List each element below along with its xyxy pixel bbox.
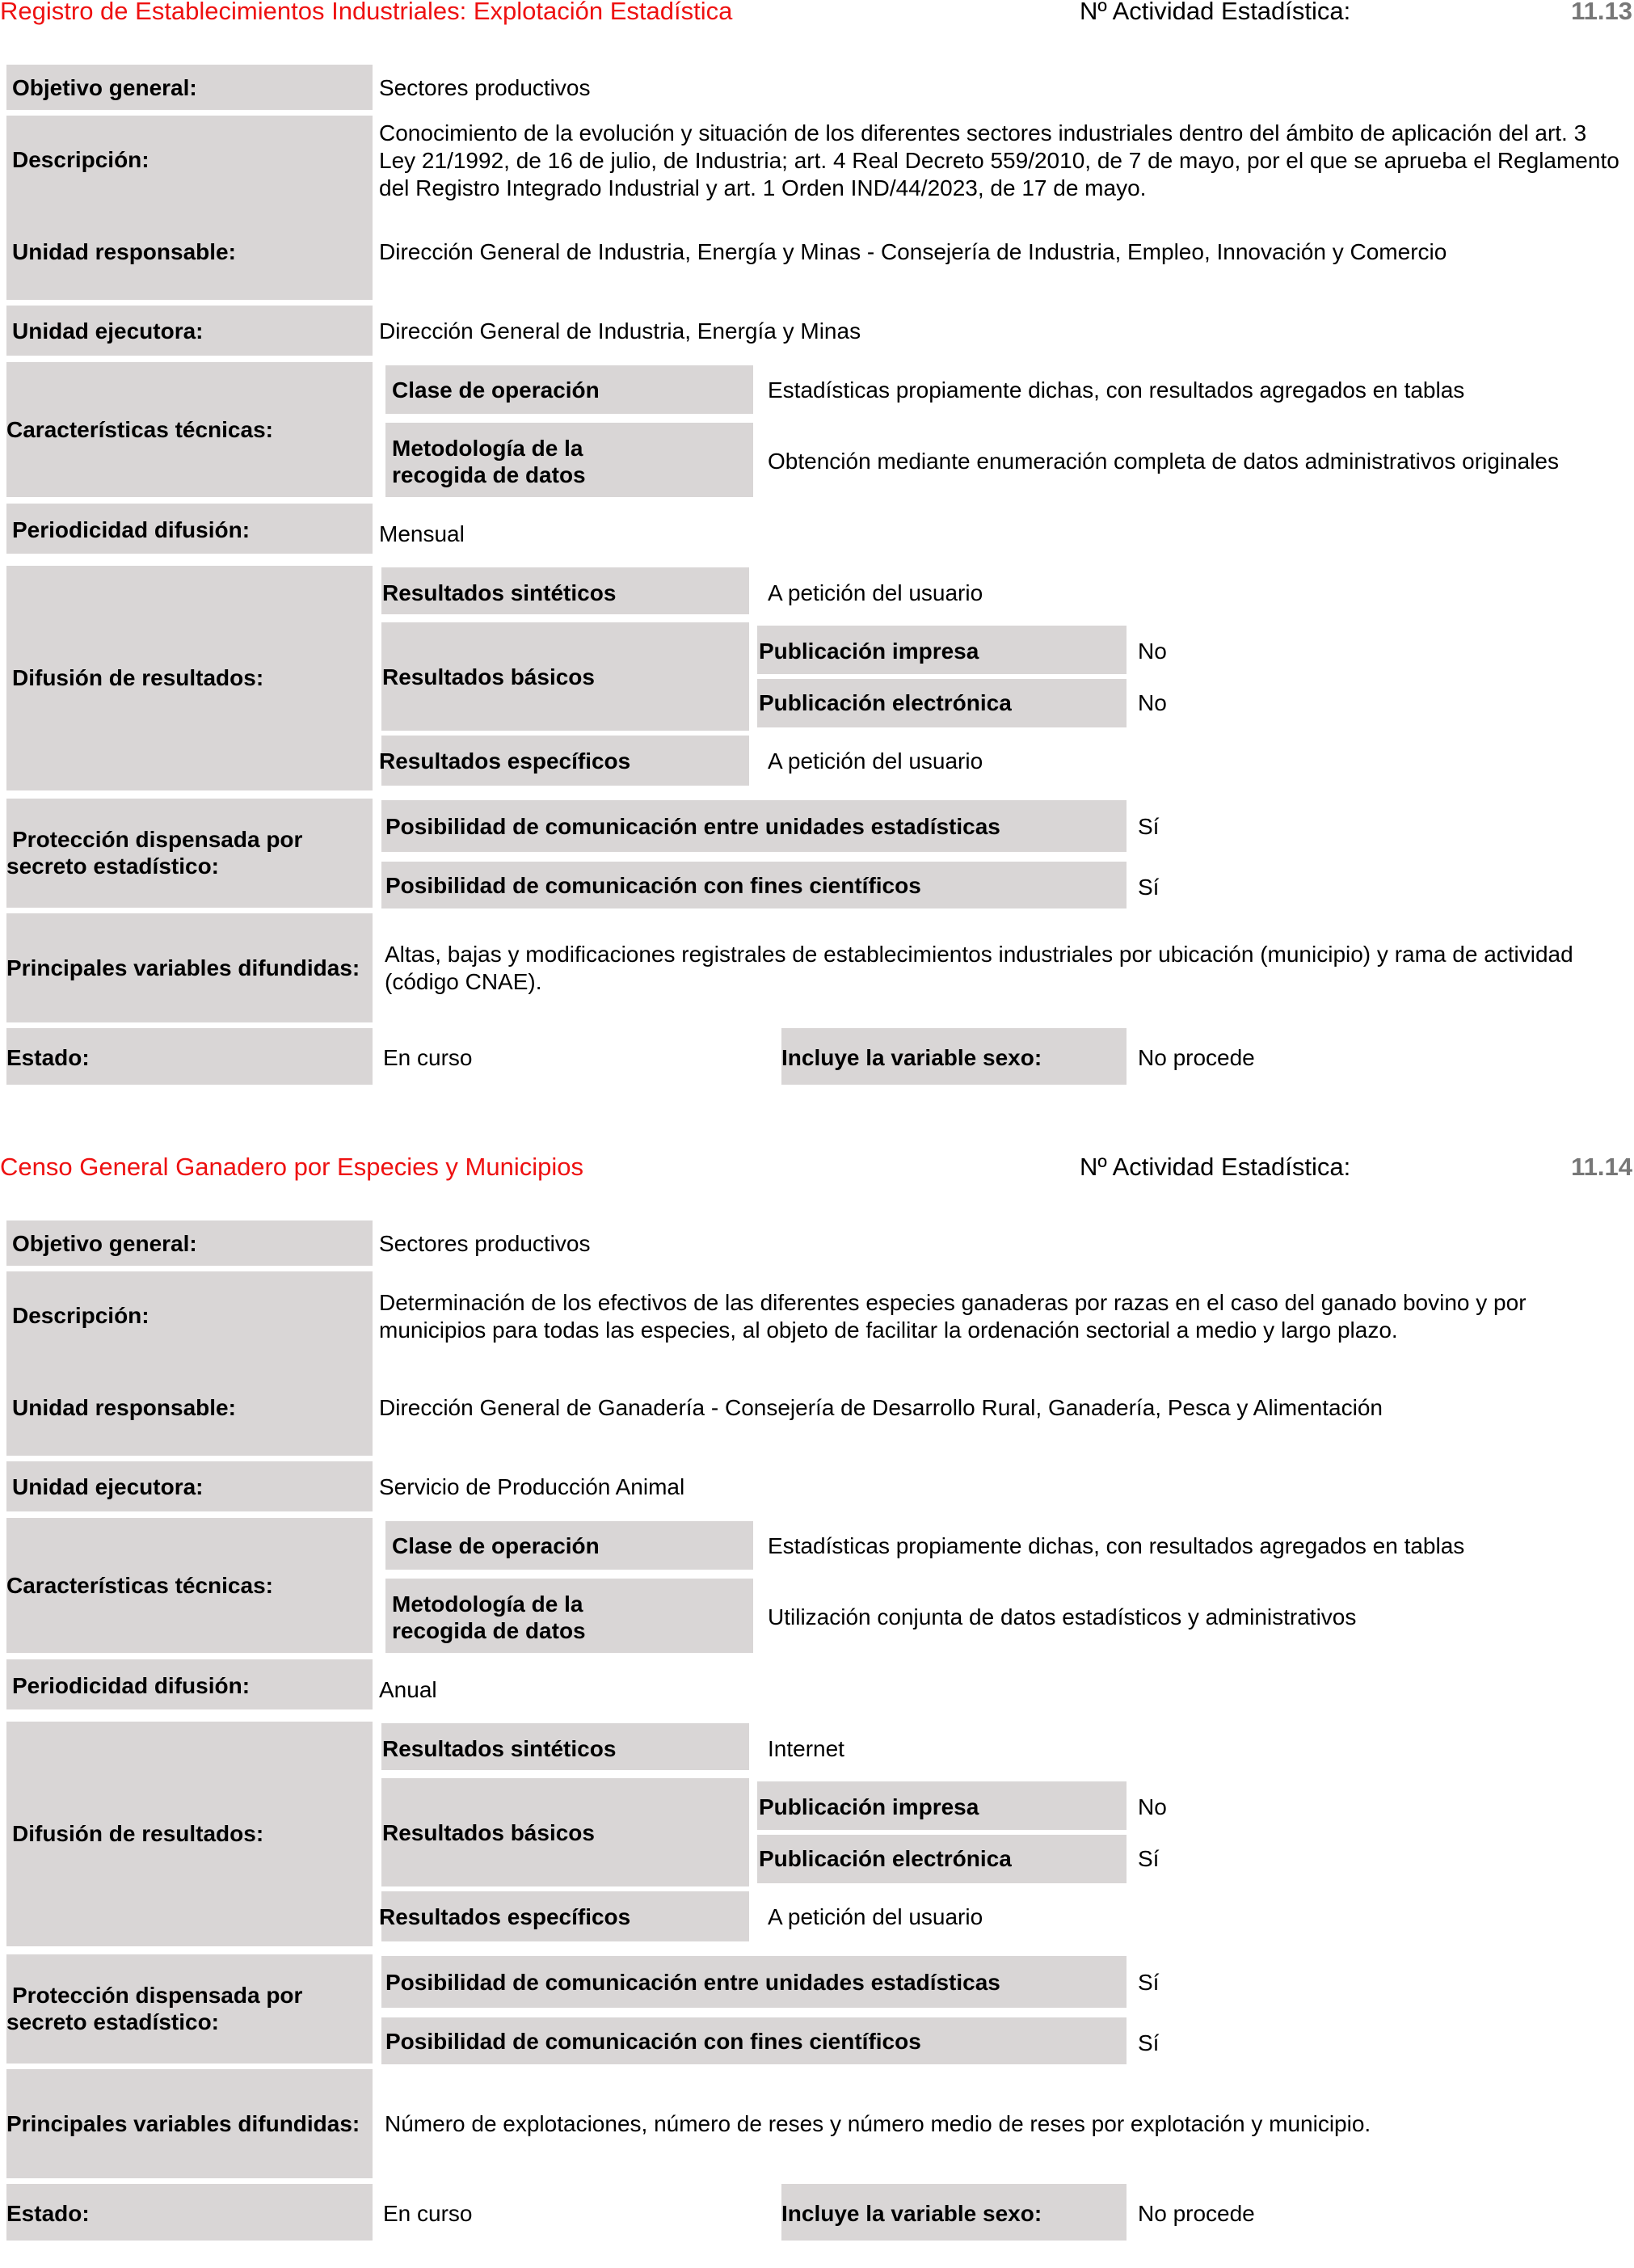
com-unidades-label: Posibilidad de comunicación entre unidades estadísticas [385, 814, 1000, 839]
descripcion-label: Descripción: [12, 1303, 150, 1328]
descripcion-value: Determinación de los efectivos de las diferentes especies ganaderas por razas en el caso del ganado bovino y por municipios para todas las especies, al objeto de facilitar la ordenación sectorial a medio y largo plazo. [379, 1290, 1527, 1343]
sinteticos-label: Resultados sintéticos [382, 1736, 617, 1761]
basicos-label: Resultados básicos [382, 664, 595, 689]
pub-impresa-label: Publicación impresa [759, 1794, 979, 1819]
sexo-label: Incluye la variable sexo: [781, 2201, 1042, 2226]
activity-title: Registro de Establecimientos Industriales: Explotación Estadística [0, 0, 733, 25]
objetivo-value: Sectores productivos [379, 1231, 591, 1256]
clase-operacion-label: Clase de operación [392, 1533, 600, 1558]
com-unidades-label: Posibilidad de comunicación entre unidades estadísticas [385, 1970, 1000, 1995]
metodologia-label: Metodología de la [392, 1591, 583, 1617]
pub-electronica-value: Sí [1138, 1846, 1160, 1871]
unidad-ejecutora-value: Servicio de Producción Animal [379, 1474, 685, 1499]
objetivo-label: Objetivo general: [12, 1231, 197, 1256]
metodologia-value: Utilización conjunta de datos estadísticos y administrativos [768, 1604, 1357, 1629]
pub-electronica-label: Publicación electrónica [759, 1846, 1012, 1871]
difusion-label: Difusión de resultados: [12, 1821, 264, 1846]
unidad-ejecutora-label: Unidad ejecutora: [12, 1474, 204, 1499]
com-unidades-value: Sí [1138, 1970, 1160, 1995]
sinteticos-value: A petición del usuario [768, 580, 983, 605]
pub-impresa-label: Publicación impresa [759, 639, 979, 664]
unidad-ejecutora-value: Dirección General de Industria, Energía y Minas [379, 318, 861, 344]
periodicidad-value: Mensual [379, 521, 465, 546]
descripcion-value: Conocimiento de la evolución y situación de los diferentes sectores industriales dentro del ámbito de aplicación del art. 3 Ley 21/1992, de 16 de julio, de Industria; art. 4 Real Decreto 559/2010, de 7 de mayo, por el que se aprueba el Reglamento del Registro Integrado Industrial y art. 1 Orden IND/44/2023, de 17 de mayo. [379, 120, 1619, 200]
especificos-value: A petición del usuario [768, 1904, 983, 1929]
unidad-responsable-label: Unidad responsable: [12, 239, 236, 264]
activity-record [0, 0, 1634, 1112]
com-cientificos-label: Posibilidad de comunicación con fines científicos [385, 873, 921, 898]
activity-title: Censo General Ganadero por Especies y Municipios [0, 1153, 583, 1181]
label-cell [6, 1271, 373, 1456]
proteccion-label: secreto estadístico: [6, 854, 219, 879]
objetivo-value: Sectores productivos [379, 75, 591, 100]
periodicidad-label: Periodicidad difusión: [12, 1673, 251, 1698]
proteccion-label: secreto estadístico: [6, 2009, 219, 2034]
proteccion-label: Protección dispensada por [12, 827, 303, 852]
estado-label: Estado: [6, 2201, 90, 2226]
unidad-responsable-value: Dirección General de Ganadería - Consejería de Desarrollo Rural, Ganadería, Pesca y Alimentación [379, 1395, 1383, 1420]
objetivo-label: Objetivo general: [12, 75, 197, 100]
periodicidad-label: Periodicidad difusión: [12, 517, 251, 542]
variables-label: Principales variables difundidas: [6, 955, 360, 980]
activity-number-label: Nº Actividad Estadística: [1080, 0, 1351, 25]
variables-value: Altas, bajas y modificaciones registrales de establecimientos industriales por ubicación (municipio) y rama de actividad (código CNAE). [385, 942, 1573, 994]
pub-impresa-value: No [1138, 639, 1167, 664]
com-cientificos-value: Sí [1138, 2030, 1160, 2055]
com-cientificos-label: Posibilidad de comunicación con fines científicos [385, 2029, 921, 2054]
sinteticos-value: Internet [768, 1736, 844, 1761]
estado-value: En curso [383, 1045, 473, 1070]
pub-impresa-value: No [1138, 1794, 1167, 1819]
activity-record [0, 1153, 1634, 2268]
sinteticos-label: Resultados sintéticos [382, 580, 617, 605]
clase-operacion-value: Estadísticas propiamente dichas, con resultados agregados en tablas [768, 377, 1465, 403]
variables-label: Principales variables difundidas: [6, 2111, 360, 2136]
estado-label: Estado: [6, 1045, 90, 1070]
basicos-label: Resultados básicos [382, 1820, 595, 1845]
label-cell [6, 116, 373, 300]
unidad-responsable-label: Unidad responsable: [12, 1395, 236, 1420]
activity-number-label: Nº Actividad Estadística: [1080, 1153, 1351, 1181]
periodicidad-value: Anual [379, 1677, 437, 1702]
sexo-value: No procede [1138, 2201, 1255, 2226]
unidad-ejecutora-label: Unidad ejecutora: [12, 318, 204, 344]
sexo-value: No procede [1138, 1045, 1255, 1070]
com-cientificos-value: Sí [1138, 875, 1160, 900]
variables-value: Número de explotaciones, número de reses y número medio de reses por explotación y municipio. [385, 2111, 1371, 2136]
pub-electronica-value: No [1138, 690, 1167, 715]
proteccion-label: Protección dispensada por [12, 1983, 303, 2008]
especificos-label: Resultados específicos [379, 1904, 631, 1929]
metodologia-value: Obtención mediante enumeración completa de datos administrativos originales [768, 449, 1559, 474]
clase-operacion-label: Clase de operación [392, 377, 600, 403]
activity-number: 11.14 [1571, 1153, 1632, 1181]
descripcion-label: Descripción: [12, 147, 150, 172]
activity-number: 11.13 [1571, 0, 1632, 25]
caracteristicas-label: Características técnicas: [6, 417, 273, 442]
caracteristicas-label: Características técnicas: [6, 1573, 273, 1598]
unidad-responsable-value: Dirección General de Industria, Energía y Minas - Consejería de Industria, Empleo, Innovación y Comercio [379, 239, 1447, 264]
metodologia-label: Metodología de la [392, 436, 583, 461]
difusion-label: Difusión de resultados: [12, 665, 264, 690]
metodologia-label: recogida de datos [392, 462, 586, 487]
especificos-label: Resultados específicos [379, 748, 631, 774]
sexo-label: Incluye la variable sexo: [781, 1045, 1042, 1070]
pub-electronica-label: Publicación electrónica [759, 690, 1012, 715]
metodologia-label: recogida de datos [392, 1618, 586, 1643]
estado-value: En curso [383, 2201, 473, 2226]
especificos-value: A petición del usuario [768, 748, 983, 774]
com-unidades-value: Sí [1138, 814, 1160, 839]
clase-operacion-value: Estadísticas propiamente dichas, con resultados agregados en tablas [768, 1533, 1465, 1558]
